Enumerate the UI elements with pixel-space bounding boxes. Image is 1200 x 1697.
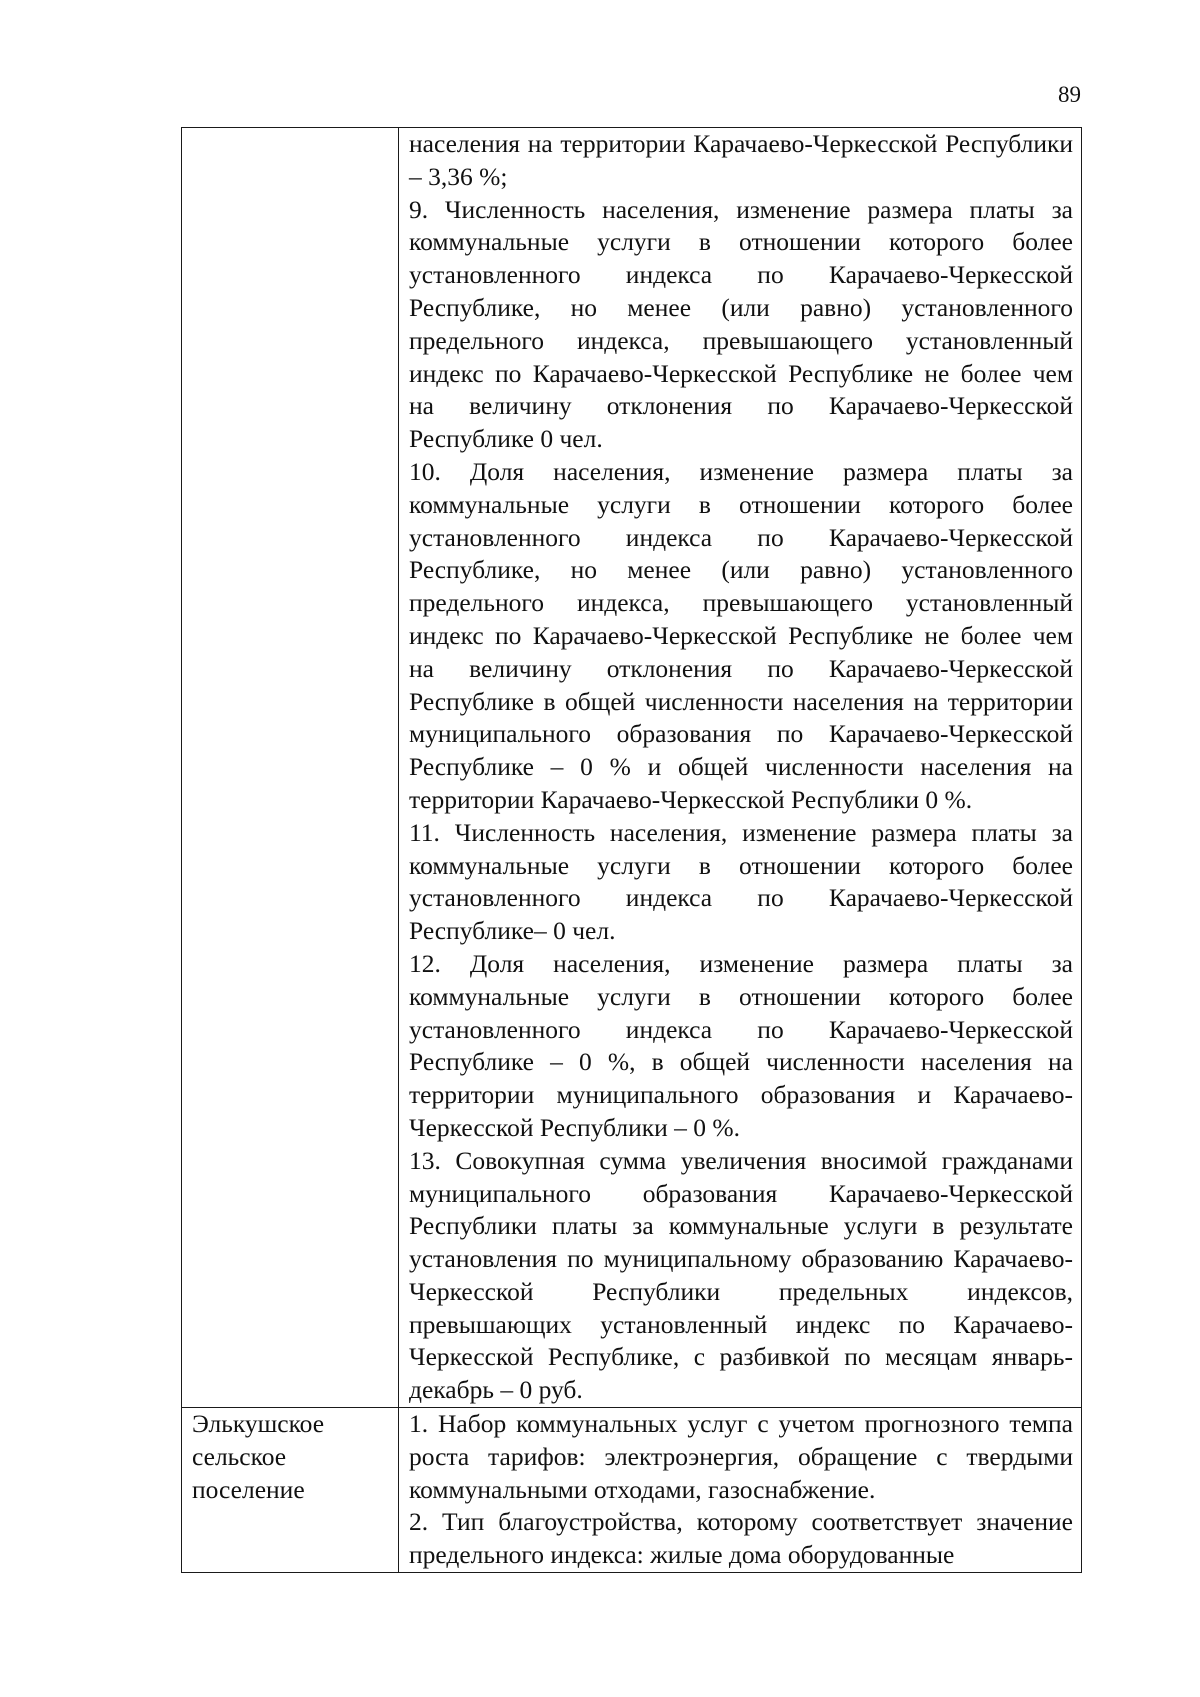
municipality-name-line: Элькушское [192,1409,325,1439]
table-row [182,1408,1082,1573]
paragraph: 2. Тип благоустройства, которому соответствует значение предельного индекса: жилые дома оборудованные [409,1507,1073,1570]
description-cell [399,1408,1082,1573]
municipality-name-line: поселение [192,1474,305,1504]
municipality-index-table [181,127,1082,1573]
paragraph: 13. Совокупная сумма увеличения вносимой гражданами муниципального образования Карачаево-Черкесской Республики платы за коммунальные услуги в результате установления по муниципальному образованию Карачаево-Черкесской Республики предельных индексов, превышающих установленный индекс по Карачаево-Черкесской Республике, с разбивкой по месяцам январь-декабрь – 0 руб. [409,1145,1073,1405]
paragraph: населения на территории Карачаево-Черкесской Республики – 3,36 %; [409,129,1073,191]
description-cell [399,128,1082,1408]
municipality-name-cell [182,1408,399,1573]
municipality-name-line: сельское [192,1441,287,1471]
page-number: 89 [1058,82,1081,107]
table-row [182,128,1082,1408]
paragraph: 1. Набор коммунальных услуг с учетом прогнозного темпа роста тарифов: электроэнергия, обращение с твердыми коммунальными отходами, газоснабжение. [409,1409,1073,1504]
paragraph: 10. Доля населения, изменение размера платы за коммунальные услуги в отношении которого более установленного индекса по Карачаево-Черкесской Республике, но менее (или равно) установленного предельного индекса, превышающего установленный индекс по Карачаево-Черкесской Республике не более чем на величину отклонения по Карачаево-Черкесской Республике в общей численности населения на территории муниципального образования по Карачаево-Черкесской Республике – 0 % и общей численности населения на территории Карачаево-Черкесской Республики 0 %. [409,456,1073,814]
paragraph: 12. Доля населения, изменение размера платы за коммунальные услуги в отношении которого более установленного индекса по Карачаево-Черкесской Республике – 0 %, в общей численности населения на территории муниципального образования и Карачаево-Черкесской Республики – 0 %. [409,948,1073,1142]
paragraph: 11. Численность населения, изменение размера платы за коммунальные услуги в отношении которого более установленного индекса по Карачаево-Черкесской Республике– 0 чел. [409,817,1073,946]
municipality-name-cell [182,128,399,1408]
paragraph: 9. Численность населения, изменение размера платы за коммунальные услуги в отношении которого более установленного индекса по Карачаево-Черкесской Республике, но менее (или равно) установленного предельного индекса, превышающего установленный индекс по Карачаево-Черкесской Республике не более чем на величину отклонения по Карачаево-Черкесской Республике 0 чел. [409,194,1073,454]
